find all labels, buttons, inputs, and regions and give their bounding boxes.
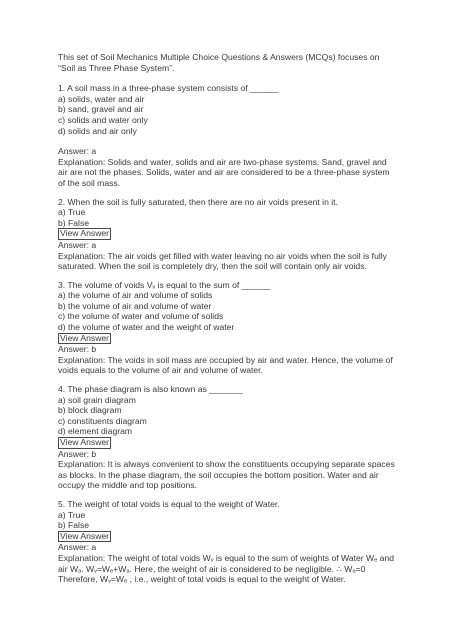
question-text: 4. The phase diagram is also known as _______ [58,384,243,395]
explanation-line: air are not the phases. Solids, water and air are considered to be a three-phase system [58,167,390,178]
option-item: b) the volume of air and volume of water [58,300,212,311]
option-item: a) True [58,207,86,218]
explanation-line: Explanation: The air voids get filled with water leaving no air voids when the soil is fully [58,250,387,261]
option-item: a) True [58,509,86,520]
question-block-2 [58,197,434,272]
option-item: b) False [58,217,90,228]
option-item: b) False [58,520,90,531]
answer-text: Answer: a [58,542,97,553]
options-list [58,395,434,437]
question-text: 1. A soil mass in a three-phase system consists of ______ [58,83,279,94]
view-answer-button[interactable]: View Answer [60,332,110,343]
explanation-line: as blocks. In the phase diagram, the soil occupies the bottom position. Water and air [58,469,379,480]
explanation-line: occupy the middle and top positions. [58,480,198,491]
answer-text: Answer: b [58,448,97,459]
explanation-line: Explanation: Solids and water, solids and air are two-phase systems. Sand, gravel and [58,156,387,167]
explanation-line: saturated. When the soil is completely dry, then the soil will contain only air voids. [58,261,367,272]
intro-line: This set of Soil Mechanics Multiple Choice Questions & Answers (MCQs) focuses on [58,52,380,62]
options-list [58,510,434,531]
explanation-line: Explanation: The weight of total voids Wᵥ is equal to the sum of weights of Water Wₑ and [58,552,395,563]
answer-text: Answer: a [58,146,97,157]
question-block-4 [58,384,434,491]
explanation-line: Explanation: The voids in soil mass are occupied by air and water. Hence, the volume of [58,354,393,365]
question-block-1 [58,83,434,188]
options-list [58,94,434,136]
answer-text: Answer: b [58,344,97,355]
explanation-text [58,157,434,189]
option-item: a) solids, water and air [58,93,145,104]
view-answer-button[interactable]: View Answer [60,530,110,541]
option-item: d) element diagram [58,426,133,437]
option-item: c) solids and water only [58,114,148,125]
option-item: b) block diagram [58,405,122,416]
option-item: d) solids and air only [58,125,137,136]
explanation-line: voids equals to the volume of air and volume of water. [58,365,263,376]
question-block-3 [58,280,434,376]
explanation-text [58,553,434,585]
option-item: a) the volume of air and volume of solids [58,290,213,301]
option-item: b) sand, gravel and air [58,104,144,115]
intro-text [58,52,434,73]
explanation-line: Therefore, Wᵥ=Wₑ , i.e., weight of total voids is equal to the weight of Water. [58,574,346,585]
intro-line: “Soil as Three Phase System”. [58,62,175,73]
option-item: d) the volume of water and the weight of water [58,322,235,333]
explanation-text [58,459,434,491]
option-item: c) constituents diagram [58,415,147,426]
question-text: 2. When the soil is fully saturated, then there are no air voids present in it. [58,196,338,207]
options-list [58,290,434,332]
explanation-line: air Wₐ. Wᵥ=Wₑ+Wₐ. Here, the weight of air is considered to be negligible. ∴ Wₐ=0 [58,563,366,574]
question-text: 5. The weight of total voids is equal to the weight of Water. [58,498,280,509]
explanation-text [58,251,434,272]
explanation-line: of the soil mass. [58,177,121,188]
option-item: c) the volume of water and volume of solids [58,311,224,322]
question-block-5 [58,499,434,585]
explanation-line: Explanation: It is always convenient to show the constituents occupying separate spaces [58,459,395,470]
view-answer-button[interactable]: View Answer [60,437,110,447]
explanation-text [58,355,434,376]
answer-text: Answer: a [58,239,97,250]
option-item: a) soil grain diagram [58,394,136,405]
options-list [58,207,434,228]
view-answer-button[interactable]: View Answer [60,228,110,239]
question-text: 3. The volume of voids Vᵥ is equal to the sum of ______ [58,279,271,290]
